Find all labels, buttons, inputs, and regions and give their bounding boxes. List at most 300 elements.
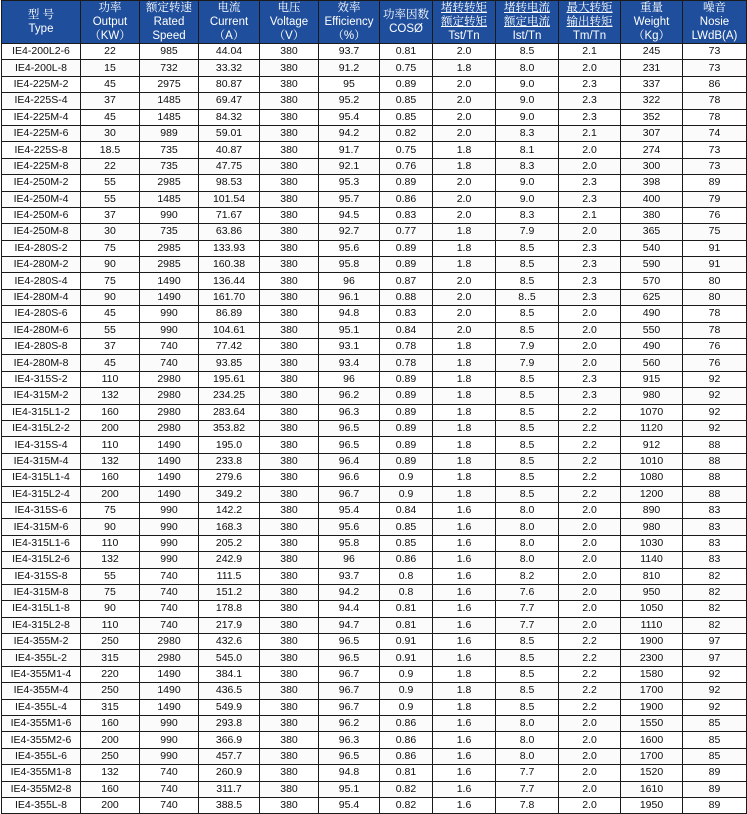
cell-tst-tn: 1.8 xyxy=(433,142,496,158)
cell-rated-speed: 740 xyxy=(140,617,199,633)
cell-power-factor: 0.88 xyxy=(380,289,433,305)
header-rated-speed-line: Speed xyxy=(152,30,186,42)
cell-noise: 82 xyxy=(683,601,747,617)
cell-ist-tn: 8.5 xyxy=(496,273,559,289)
cell-efficiency: 95.4 xyxy=(319,502,380,518)
cell-power-factor: 0.84 xyxy=(380,502,433,518)
cell-tm-tn: 2.0 xyxy=(559,224,621,240)
cell-output: 160 xyxy=(81,404,140,420)
cell-type: IE4-280S-2 xyxy=(2,240,81,256)
cell-current: 80.87 xyxy=(199,76,260,92)
cell-noise: 78 xyxy=(683,306,747,322)
cell-noise: 89 xyxy=(683,797,747,813)
cell-tst-tn: 1.6 xyxy=(433,650,496,666)
cell-noise: 88 xyxy=(683,470,747,486)
cell-tst-tn: 1.6 xyxy=(433,765,496,781)
cell-weight: 540 xyxy=(621,240,683,256)
cell-type: IE4-315M-2 xyxy=(2,388,81,404)
cell-efficiency: 95.8 xyxy=(319,535,380,551)
cell-rated-speed: 2980 xyxy=(140,371,199,387)
cell-type: IE4-355L-2 xyxy=(2,650,81,666)
cell-output: 220 xyxy=(81,666,140,682)
cell-weight: 1200 xyxy=(621,486,683,502)
cell-voltage: 380 xyxy=(260,650,319,666)
cell-noise: 73 xyxy=(683,60,747,76)
cell-ist-tn: 8.0 xyxy=(496,502,559,518)
cell-power-factor: 0.86 xyxy=(380,732,433,748)
cell-noise: 80 xyxy=(683,273,747,289)
cell-tst-tn: 1.8 xyxy=(433,420,496,436)
header-voltage-line: 电压 xyxy=(277,2,301,14)
cell-noise: 89 xyxy=(683,781,747,797)
table-row xyxy=(2,191,747,207)
cell-rated-speed: 990 xyxy=(140,552,199,568)
cell-weight: 950 xyxy=(621,584,683,600)
header-output-line: （KW） xyxy=(89,30,131,42)
cell-tst-tn: 1.6 xyxy=(433,634,496,650)
cell-current: 33.32 xyxy=(199,60,260,76)
table-row xyxy=(2,371,747,387)
table-row xyxy=(2,240,747,256)
cell-ist-tn: 8.5 xyxy=(496,453,559,469)
cell-current: 47.75 xyxy=(199,158,260,174)
cell-noise: 83 xyxy=(683,502,747,518)
cell-power-factor: 0.83 xyxy=(380,306,433,322)
cell-type: IE4-315M-8 xyxy=(2,584,81,600)
header-tst-tn-line: Tst/Tn xyxy=(448,30,480,42)
cell-weight: 810 xyxy=(621,568,683,584)
cell-weight: 307 xyxy=(621,125,683,141)
cell-voltage: 380 xyxy=(260,470,319,486)
cell-tm-tn: 2.3 xyxy=(559,289,621,305)
cell-ist-tn: 8.5 xyxy=(496,420,559,436)
cell-noise: 76 xyxy=(683,339,747,355)
cell-power-factor: 0.85 xyxy=(380,93,433,109)
cell-voltage: 380 xyxy=(260,617,319,633)
cell-ist-tn: 8.2 xyxy=(496,568,559,584)
cell-ist-tn: 8.5 xyxy=(496,257,559,273)
cell-output: 250 xyxy=(81,683,140,699)
cell-rated-speed: 990 xyxy=(140,716,199,732)
cell-weight: 231 xyxy=(621,60,683,76)
cell-current: 283.64 xyxy=(199,404,260,420)
cell-voltage: 380 xyxy=(260,93,319,109)
cell-voltage: 380 xyxy=(260,371,319,387)
cell-tm-tn: 2.0 xyxy=(559,765,621,781)
cell-weight: 1950 xyxy=(621,797,683,813)
cell-weight: 1900 xyxy=(621,699,683,715)
cell-tst-tn: 1.8 xyxy=(433,355,496,371)
cell-noise: 92 xyxy=(683,388,747,404)
cell-tst-tn: 1.8 xyxy=(433,453,496,469)
cell-efficiency: 96.5 xyxy=(319,437,380,453)
cell-ist-tn: 8..5 xyxy=(496,289,559,305)
cell-type: IE4-355L-4 xyxy=(2,699,81,715)
cell-tst-tn: 1.8 xyxy=(433,388,496,404)
cell-tst-tn: 1.6 xyxy=(433,732,496,748)
cell-tm-tn: 2.3 xyxy=(559,371,621,387)
cell-noise: 79 xyxy=(683,191,747,207)
cell-tst-tn: 2.0 xyxy=(433,109,496,125)
header-efficiency-line: Efficiency xyxy=(324,16,374,28)
cell-ist-tn: 8.5 xyxy=(496,371,559,387)
table-row xyxy=(2,322,747,338)
cell-rated-speed: 740 xyxy=(140,765,199,781)
cell-current: 104.61 xyxy=(199,322,260,338)
cell-power-factor: 0.81 xyxy=(380,617,433,633)
cell-voltage: 380 xyxy=(260,601,319,617)
cell-tm-tn: 2.1 xyxy=(559,44,621,60)
table-row xyxy=(2,437,747,453)
table-row xyxy=(2,93,747,109)
cell-power-factor: 0.91 xyxy=(380,650,433,666)
cell-efficiency: 94.8 xyxy=(319,306,380,322)
cell-power-factor: 0.85 xyxy=(380,535,433,551)
cell-rated-speed: 740 xyxy=(140,584,199,600)
table-row xyxy=(2,797,747,813)
cell-output: 132 xyxy=(81,453,140,469)
cell-rated-speed: 735 xyxy=(140,224,199,240)
cell-weight: 570 xyxy=(621,273,683,289)
cell-tm-tn: 2.0 xyxy=(559,617,621,633)
cell-tst-tn: 2.0 xyxy=(433,76,496,92)
cell-tm-tn: 2.2 xyxy=(559,666,621,682)
cell-voltage: 380 xyxy=(260,175,319,191)
cell-power-factor: 0.9 xyxy=(380,470,433,486)
cell-tst-tn: 1.8 xyxy=(433,404,496,420)
cell-noise: 88 xyxy=(683,453,747,469)
cell-output: 45 xyxy=(81,76,140,92)
cell-power-factor: 0.81 xyxy=(380,601,433,617)
cell-tst-tn: 2.0 xyxy=(433,175,496,191)
cell-type: IE4-355M-2 xyxy=(2,634,81,650)
cell-tst-tn: 2.0 xyxy=(433,44,496,60)
cell-voltage: 380 xyxy=(260,765,319,781)
cell-voltage: 380 xyxy=(260,158,319,174)
cell-noise: 74 xyxy=(683,125,747,141)
cell-voltage: 380 xyxy=(260,748,319,764)
cell-ist-tn: 8.0 xyxy=(496,552,559,568)
cell-efficiency: 95.1 xyxy=(319,322,380,338)
cell-rated-speed: 990 xyxy=(140,502,199,518)
header-ist-tn-line: Ist/Tn xyxy=(512,30,542,42)
cell-noise: 80 xyxy=(683,289,747,305)
cell-rated-speed: 2985 xyxy=(140,240,199,256)
cell-weight: 1140 xyxy=(621,552,683,568)
cell-tm-tn: 2.0 xyxy=(559,716,621,732)
cell-rated-speed: 740 xyxy=(140,781,199,797)
cell-voltage: 380 xyxy=(260,322,319,338)
cell-tm-tn: 2.0 xyxy=(559,306,621,322)
cell-current: 178.8 xyxy=(199,601,260,617)
cell-current: 133.93 xyxy=(199,240,260,256)
cell-efficiency: 94.7 xyxy=(319,617,380,633)
header-voltage-line: Voltage xyxy=(269,16,309,28)
cell-ist-tn: 7.9 xyxy=(496,355,559,371)
cell-rated-speed: 2980 xyxy=(140,420,199,436)
cell-noise: 91 xyxy=(683,240,747,256)
cell-weight: 300 xyxy=(621,158,683,174)
table-row xyxy=(2,634,747,650)
cell-tst-tn: 1.8 xyxy=(433,257,496,273)
cell-type: IE4-280M-4 xyxy=(2,289,81,305)
table-row xyxy=(2,273,747,289)
cell-power-factor: 0.82 xyxy=(380,797,433,813)
cell-tm-tn: 2.2 xyxy=(559,420,621,436)
cell-efficiency: 93.4 xyxy=(319,355,380,371)
cell-noise: 73 xyxy=(683,158,747,174)
table-row xyxy=(2,142,747,158)
table-row xyxy=(2,502,747,518)
cell-weight: 1580 xyxy=(621,666,683,682)
cell-power-factor: 0.9 xyxy=(380,699,433,715)
cell-tm-tn: 2.3 xyxy=(559,240,621,256)
cell-output: 45 xyxy=(81,355,140,371)
cell-type: IE4-280M-8 xyxy=(2,355,81,371)
cell-current: 59.01 xyxy=(199,125,260,141)
cell-voltage: 380 xyxy=(260,257,319,273)
cell-tm-tn: 2.0 xyxy=(559,781,621,797)
cell-type: IE4-315S-6 xyxy=(2,502,81,518)
cell-noise: 76 xyxy=(683,355,747,371)
cell-type: IE4-225M-4 xyxy=(2,109,81,125)
cell-rated-speed: 2985 xyxy=(140,257,199,273)
cell-current: 86.89 xyxy=(199,306,260,322)
cell-tm-tn: 2.0 xyxy=(559,158,621,174)
header-weight-line: Weight xyxy=(633,16,670,28)
cell-tm-tn: 2.2 xyxy=(559,437,621,453)
table-row xyxy=(2,519,747,535)
cell-current: 168.3 xyxy=(199,519,260,535)
cell-output: 90 xyxy=(81,519,140,535)
cell-voltage: 380 xyxy=(260,634,319,650)
cell-type: IE4-225S-8 xyxy=(2,142,81,158)
cell-ist-tn: 8.0 xyxy=(496,716,559,732)
cell-rated-speed: 990 xyxy=(140,748,199,764)
cell-power-factor: 0.9 xyxy=(380,486,433,502)
header-output-line: Output xyxy=(92,16,128,28)
cell-voltage: 380 xyxy=(260,142,319,158)
cell-power-factor: 0.89 xyxy=(380,453,433,469)
cell-ist-tn: 8.0 xyxy=(496,535,559,551)
cell-current: 205.2 xyxy=(199,535,260,551)
cell-tst-tn: 1.6 xyxy=(433,552,496,568)
table-row xyxy=(2,76,747,92)
cell-output: 18.5 xyxy=(81,142,140,158)
cell-rated-speed: 1490 xyxy=(140,666,199,682)
cell-type: IE4-225M-8 xyxy=(2,158,81,174)
cell-type: IE4-315S-4 xyxy=(2,437,81,453)
cell-power-factor: 0.75 xyxy=(380,142,433,158)
cell-type: IE4-250M-8 xyxy=(2,224,81,240)
cell-voltage: 380 xyxy=(260,44,319,60)
cell-tm-tn: 2.3 xyxy=(559,388,621,404)
cell-output: 132 xyxy=(81,388,140,404)
table-row xyxy=(2,683,747,699)
cell-rated-speed: 1490 xyxy=(140,486,199,502)
cell-rated-speed: 1490 xyxy=(140,273,199,289)
cell-rated-speed: 989 xyxy=(140,125,199,141)
cell-ist-tn: 7.7 xyxy=(496,601,559,617)
cell-noise: 92 xyxy=(683,699,747,715)
cell-output: 110 xyxy=(81,437,140,453)
cell-tm-tn: 2.3 xyxy=(559,191,621,207)
cell-power-factor: 0.89 xyxy=(380,175,433,191)
cell-tst-tn: 2.0 xyxy=(433,306,496,322)
cell-voltage: 380 xyxy=(260,60,319,76)
header-rated-speed xyxy=(140,1,199,44)
cell-tst-tn: 1.8 xyxy=(433,158,496,174)
cell-weight: 1550 xyxy=(621,716,683,732)
cell-efficiency: 96.5 xyxy=(319,634,380,650)
header-ist-tn-line: 额定电流 xyxy=(504,16,550,28)
cell-output: 30 xyxy=(81,224,140,240)
cell-type: IE4-280S-4 xyxy=(2,273,81,289)
cell-voltage: 380 xyxy=(260,273,319,289)
cell-efficiency: 91.2 xyxy=(319,60,380,76)
cell-type: IE4-315M-6 xyxy=(2,519,81,535)
cell-efficiency: 96 xyxy=(319,552,380,568)
cell-output: 37 xyxy=(81,93,140,109)
cell-weight: 1600 xyxy=(621,732,683,748)
table-row xyxy=(2,535,747,551)
header-power-factor-line: 功率因数 xyxy=(383,9,429,21)
cell-tst-tn: 1.6 xyxy=(433,519,496,535)
cell-rated-speed: 740 xyxy=(140,339,199,355)
cell-type: IE4-315L2-2 xyxy=(2,420,81,436)
cell-noise: 82 xyxy=(683,568,747,584)
cell-ist-tn: 8.0 xyxy=(496,732,559,748)
cell-output: 200 xyxy=(81,732,140,748)
cell-tst-tn: 1.6 xyxy=(433,748,496,764)
cell-type: IE4-200L2-6 xyxy=(2,44,81,60)
cell-efficiency: 92.7 xyxy=(319,224,380,240)
table-row xyxy=(2,584,747,600)
cell-current: 279.6 xyxy=(199,470,260,486)
cell-power-factor: 0.81 xyxy=(380,765,433,781)
cell-rated-speed: 2980 xyxy=(140,634,199,650)
cell-output: 250 xyxy=(81,748,140,764)
cell-type: IE4-250M-6 xyxy=(2,207,81,223)
header-tst-tn-line: 额定转矩 xyxy=(441,16,487,28)
table-row xyxy=(2,257,747,273)
cell-current: 349.2 xyxy=(199,486,260,502)
cell-tm-tn: 2.2 xyxy=(559,470,621,486)
cell-current: 457.7 xyxy=(199,748,260,764)
cell-current: 549.9 xyxy=(199,699,260,715)
cell-noise: 92 xyxy=(683,420,747,436)
cell-tst-tn: 1.8 xyxy=(433,486,496,502)
cell-rated-speed: 1490 xyxy=(140,289,199,305)
cell-noise: 88 xyxy=(683,437,747,453)
cell-noise: 83 xyxy=(683,519,747,535)
cell-voltage: 380 xyxy=(260,240,319,256)
cell-efficiency: 94.2 xyxy=(319,125,380,141)
cell-tm-tn: 2.3 xyxy=(559,93,621,109)
cell-tst-tn: 1.8 xyxy=(433,224,496,240)
header-noise xyxy=(683,1,747,44)
cell-rated-speed: 2980 xyxy=(140,404,199,420)
cell-efficiency: 95.2 xyxy=(319,93,380,109)
cell-output: 160 xyxy=(81,781,140,797)
cell-efficiency: 96 xyxy=(319,273,380,289)
cell-weight: 2300 xyxy=(621,650,683,666)
table-row xyxy=(2,224,747,240)
cell-weight: 1030 xyxy=(621,535,683,551)
cell-type: IE4-315M-4 xyxy=(2,453,81,469)
cell-power-factor: 0.89 xyxy=(380,76,433,92)
cell-tm-tn: 2.0 xyxy=(559,797,621,813)
header-power-factor xyxy=(380,1,433,44)
cell-output: 75 xyxy=(81,584,140,600)
table-row xyxy=(2,732,747,748)
cell-ist-tn: 8.5 xyxy=(496,240,559,256)
table-row xyxy=(2,420,747,436)
header-current-line: 电流 xyxy=(217,2,241,14)
cell-rated-speed: 990 xyxy=(140,535,199,551)
cell-weight: 1700 xyxy=(621,748,683,764)
cell-output: 45 xyxy=(81,109,140,125)
cell-output: 200 xyxy=(81,420,140,436)
cell-ist-tn: 8.5 xyxy=(496,699,559,715)
table-row xyxy=(2,207,747,223)
cell-weight: 398 xyxy=(621,175,683,191)
table-row xyxy=(2,716,747,732)
cell-weight: 915 xyxy=(621,371,683,387)
cell-noise: 89 xyxy=(683,175,747,191)
cell-output: 90 xyxy=(81,257,140,273)
cell-ist-tn: 8.3 xyxy=(496,125,559,141)
cell-rated-speed: 740 xyxy=(140,568,199,584)
cell-output: 315 xyxy=(81,699,140,715)
cell-rated-speed: 740 xyxy=(140,601,199,617)
table-row xyxy=(2,404,747,420)
table-row xyxy=(2,470,747,486)
cell-efficiency: 95 xyxy=(319,76,380,92)
cell-rated-speed: 990 xyxy=(140,306,199,322)
cell-efficiency: 91.7 xyxy=(319,142,380,158)
cell-output: 37 xyxy=(81,207,140,223)
cell-rated-speed: 2975 xyxy=(140,76,199,92)
cell-tst-tn: 1.6 xyxy=(433,797,496,813)
cell-type: IE4-355L-6 xyxy=(2,748,81,764)
table-row xyxy=(2,486,747,502)
table-row xyxy=(2,44,747,60)
cell-tst-tn: 2.0 xyxy=(433,273,496,289)
cell-weight: 1700 xyxy=(621,683,683,699)
cell-tst-tn: 1.6 xyxy=(433,601,496,617)
cell-current: 151.2 xyxy=(199,584,260,600)
cell-type: IE4-280M-2 xyxy=(2,257,81,273)
header-efficiency-line: （%） xyxy=(332,30,366,42)
cell-weight: 1610 xyxy=(621,781,683,797)
cell-voltage: 380 xyxy=(260,306,319,322)
cell-efficiency: 95.3 xyxy=(319,175,380,191)
cell-rated-speed: 985 xyxy=(140,44,199,60)
cell-tm-tn: 2.0 xyxy=(559,601,621,617)
cell-current: 136.44 xyxy=(199,273,260,289)
cell-output: 22 xyxy=(81,158,140,174)
cell-efficiency: 95.4 xyxy=(319,797,380,813)
cell-power-factor: 0.85 xyxy=(380,109,433,125)
cell-efficiency: 96.5 xyxy=(319,650,380,666)
cell-rated-speed: 990 xyxy=(140,322,199,338)
cell-ist-tn: 8.5 xyxy=(496,404,559,420)
cell-voltage: 380 xyxy=(260,666,319,682)
header-output xyxy=(81,1,140,44)
cell-voltage: 380 xyxy=(260,584,319,600)
cell-noise: 75 xyxy=(683,224,747,240)
